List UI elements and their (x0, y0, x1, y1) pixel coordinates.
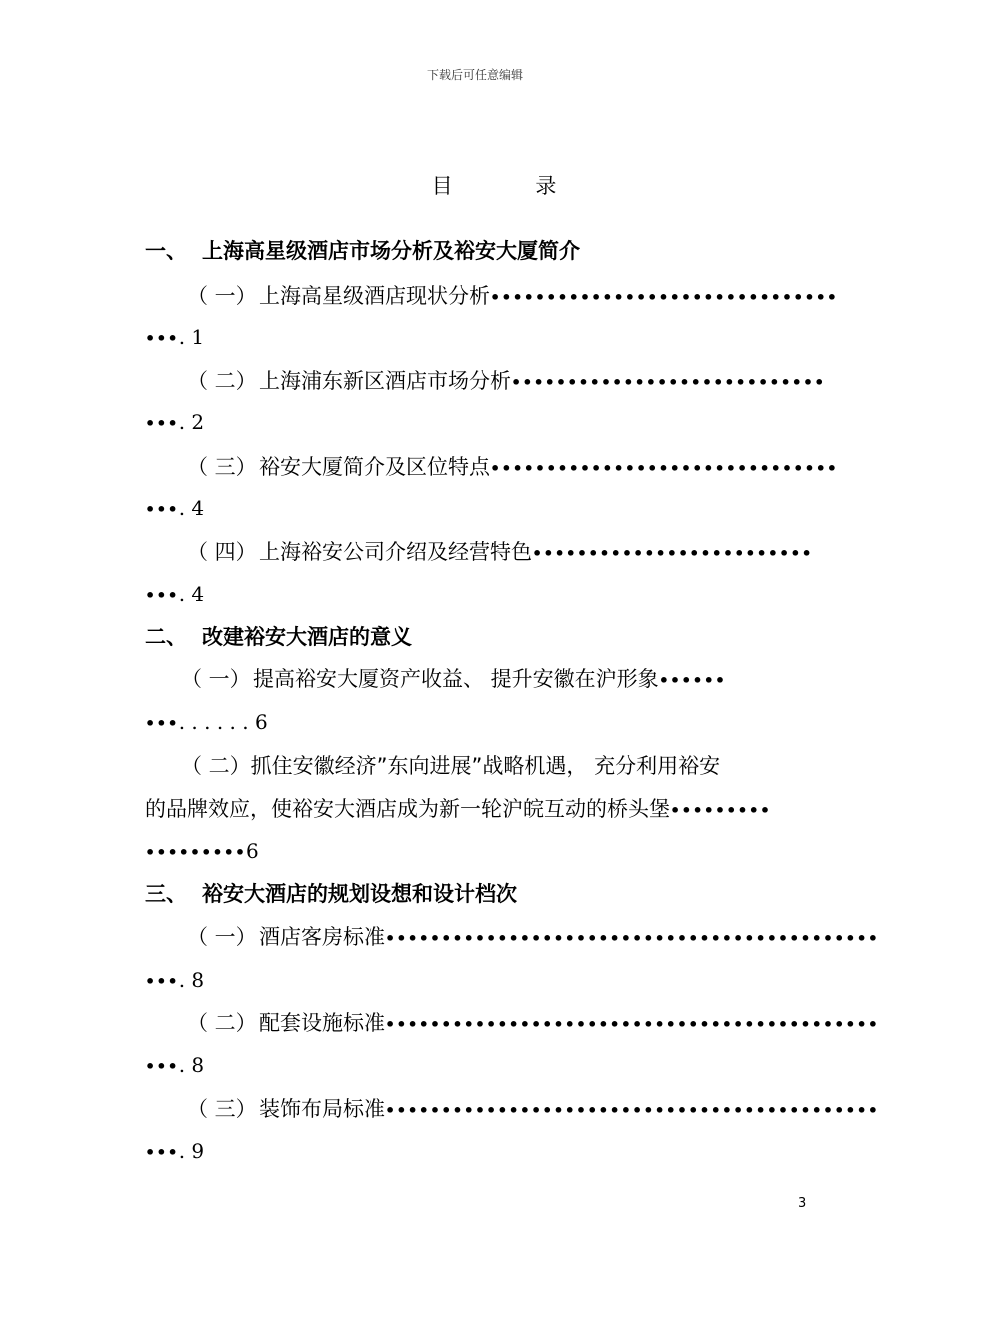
page-ref: . 1 (178, 325, 205, 349)
toc-item-2-2-page (145, 836, 809, 869)
leader-dots: ••• (145, 414, 179, 433)
toc-item-1-4[interactable] (145, 537, 813, 569)
leader-dots: •••••••••••••••••••••••••••••••••••••••••••• (385, 1015, 879, 1034)
toc-item-2-2-cont[interactable] (145, 794, 809, 826)
page-ref: . 8 (178, 1053, 205, 1077)
toc-item-3-2-page (145, 1050, 809, 1083)
leader-dots: •••••••••••••••••••••••••••• (511, 373, 826, 392)
leader-dots: ••• (145, 500, 179, 519)
leader-dots: ••• (145, 329, 179, 348)
item-number: （ 一） (187, 925, 257, 949)
leader-dots: •••••••••••••••••••••••••••••••••••••••••••• (385, 929, 879, 948)
toc-item-3-1[interactable] (145, 922, 879, 954)
leader-dots: •••••• (658, 671, 727, 690)
item-title-line2: 的品牌效应，使裕安大酒店成为新一轮沪皖互动的桥头堡 (145, 797, 670, 821)
item-title: 上海高星级酒店现状分析 (259, 284, 490, 308)
toc-item-1-4-page (145, 579, 809, 612)
page-ref: . 9 (178, 1139, 205, 1163)
leader-dots: ••• (145, 1143, 179, 1162)
toc-item-1-3-page (145, 493, 809, 526)
item-number: （ 二） (187, 1011, 257, 1035)
item-title: 酒店客房标准 (259, 925, 385, 949)
item-title: 上海裕安公司介绍及经营特色 (259, 540, 532, 564)
toc-item-3-3-page (145, 1136, 809, 1169)
page-ref: . 8 (178, 968, 205, 992)
section-title: 裕安大酒店的规划设想和设计档次 (202, 882, 517, 906)
toc-item-3-3[interactable] (145, 1094, 879, 1126)
leader-dots: ••••••••••••••••••••••••• (532, 544, 813, 563)
page-ref: . 4 (178, 496, 205, 520)
toc-item-2-1[interactable] (145, 664, 809, 696)
toc-item-3-2[interactable] (145, 1008, 879, 1040)
toc-item-1-2[interactable] (145, 366, 826, 398)
item-number: （ 三） (187, 1097, 257, 1121)
item-number: （ 一） (187, 284, 257, 308)
item-title: 配套设施标准 (259, 1011, 385, 1035)
toc-section-2[interactable] (145, 622, 809, 652)
item-title-line1: （ 二）抓住安徽经济”东向进展”战略机遇， 充分利用裕安 (181, 754, 721, 778)
section-title: 上海高星级酒店市场分析及裕安大厦简介 (202, 239, 580, 263)
leader-dots: ••••••••••••••••••••••••••••••• (490, 288, 839, 307)
leader-dots: ••• (145, 714, 179, 733)
item-number: （ 二） (187, 369, 257, 393)
toc-item-1-1[interactable] (145, 281, 839, 313)
page-ref: . 2 (178, 410, 205, 434)
item-number: （ 三） (187, 455, 257, 479)
page-ref: . 4 (178, 582, 205, 606)
item-title: 提高裕安大厦资产收益、 提升安徽在沪形象 (253, 667, 659, 691)
leader-dots: ••••••••• (145, 843, 247, 862)
toc-item-1-3[interactable] (145, 452, 839, 484)
toc-section-3[interactable] (145, 879, 809, 909)
leader-dots: ••••••••••••••••••••••••••••••• (490, 459, 839, 478)
item-title: 装饰布局标准 (259, 1097, 385, 1121)
toc-item-1-2-page (145, 407, 809, 440)
item-number: （ 一） (181, 667, 251, 691)
page-header: 下载后可任意编辑 (426, 68, 523, 82)
leader-dots: ••• (145, 972, 179, 991)
leader-dots: ••• (145, 1057, 179, 1076)
leader-dots: ••••••••• (670, 801, 772, 820)
page-ref: 6 (246, 839, 259, 863)
toc-title: 目 录 (431, 174, 595, 198)
toc-item-2-2[interactable] (145, 751, 809, 781)
toc-section-1[interactable] (145, 236, 809, 266)
toc-item-2-1-page (145, 707, 809, 740)
item-title: 上海浦东新区酒店市场分析 (259, 369, 511, 393)
page-number: 3 (798, 1196, 807, 1211)
section-title: 改建裕安大酒店的意义 (202, 625, 412, 649)
toc-item-3-1-page (145, 965, 809, 998)
section-number: 一、 (145, 239, 187, 263)
section-number: 二、 (145, 625, 187, 649)
item-title: 裕安大厦简介及区位特点 (259, 455, 490, 479)
item-number: （ 四） (187, 540, 257, 564)
leader-dots: •••••••••••••••••••••••••••••••••••••••••••• (385, 1101, 879, 1120)
toc-item-1-1-page (145, 322, 809, 355)
section-number: 三、 (145, 882, 187, 906)
leader-dots: ••• (145, 586, 179, 605)
page-ref: . . . . . . 6 (178, 710, 268, 734)
